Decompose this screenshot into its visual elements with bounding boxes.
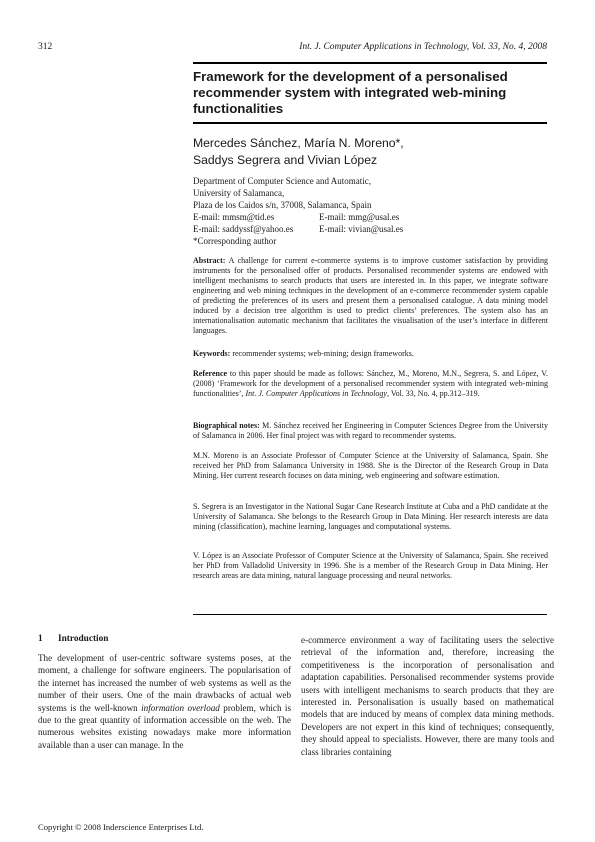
reference-journal: Int. J. Computer Applications in Technology: [245, 389, 387, 399]
reference-details: , Vol. 33, No. 4, pp.312–319.: [386, 389, 480, 399]
email-row: [193, 223, 548, 235]
reference: [193, 369, 548, 399]
reference-label: Reference: [193, 369, 228, 378]
affiliation-line: Department of Computer Science and Automatic,: [193, 176, 371, 186]
section-rule: [193, 614, 547, 615]
abstract-text: A challenge for current e-commerce systems is to improve customer satisfaction by providing instruments for the personalised offer of products. Personalised recommender systems are endowed with intelligent mechanisms to search products that users are interested in. In this paper, we integrate software engineering and web mining techniques in the development of an e-commerce recommender system capable of predicting the preferences of its users and present them a personalised catalogue. A data mining model induced by a decision tree algorithm is used to predict clients’ preferences. The system also has an internationalisation automatic mechanism that facilitates the visualisation of the user’s interface in different languages.: [193, 256, 548, 336]
email-row: [193, 211, 548, 223]
email: E-mail: mmg@usal.es: [319, 212, 400, 222]
bio-label: Biographical notes:: [193, 421, 260, 430]
affiliation-line: Plaza de los Caidos s/n, 37008, Salamanca, Spain: [193, 200, 372, 210]
reference-text: to this paper should be made as follows: Sánchez, M., Moreno, M.N., Segrera, S. and López, V. (2008) ‘Framework for the development of a personalised recommender system with integrated web-mining functionalities’,: [193, 369, 548, 399]
author-list: [193, 135, 548, 169]
paper-title: Framework for the development of a personalised recommender system with integrated web-mining functionalities: [193, 69, 508, 116]
body-text: problem, which is due to the great quantity of information accessible on the web. The numerous websites existing nowadays make more information available than a user can manage. In the: [38, 702, 292, 750]
section-heading: [38, 634, 108, 644]
running-header: Int. J. Computer Applications in Technology, Vol. 33, No. 4, 2008: [299, 42, 547, 52]
affiliation: [193, 175, 548, 247]
email: E-mail: saddyssf@yahoo.es: [193, 224, 294, 234]
body-italic: information overload: [141, 702, 220, 713]
corresponding-note: *Corresponding author: [193, 236, 277, 246]
keywords-label: Keywords:: [193, 349, 231, 358]
abstract: [193, 256, 548, 336]
keywords: [193, 349, 548, 359]
copyright: Copyright © 2008 Inderscience Enterprises Ltd.: [38, 822, 204, 832]
title-bottom-rule: [193, 122, 547, 124]
affiliation-line: University of Salamanca,: [193, 188, 285, 198]
keywords-text: recommender systems; web-mining; design frameworks.: [232, 349, 414, 358]
section-number: 1: [38, 634, 43, 644]
author-line: Mercedes Sánchez, María N. Moreno*,: [193, 136, 404, 150]
bio-text: M. Sánchez received her Engineering in Computer Sciences Degree from the University of Salamanca in 2006. Her final project was with regard to recommender systems.: [193, 421, 549, 441]
body-text: The development of user-centric software systems poses, at the moment, a challenge for software engineers. The popularisation of the internet has increased the number of web systems as well as the number of their users. One of the main drawbacks of actual web systems is the well-known: [38, 653, 291, 713]
email: E-mail: vivian@usal.es: [319, 224, 404, 234]
bio-note: [193, 421, 548, 441]
body-column-left: [38, 652, 291, 751]
author-line: Saddys Segrera and Vivian López: [193, 153, 378, 167]
title-top-rule: [193, 62, 547, 64]
body-column-right: e-commerce environment a way of facilitating users the selective retrieval of the information and, therefore, increasing the competitiveness is the incorporation of personalisation and adaptation capabilities. Personalised recommender systems provide users with intelligent mechanisms to search products that they are interested in. Personalisation is usually based on mathematical models that are induced by means of complex data mining methods. Developers are not expert in this kind of techniques; consequently, they should appeal to specialists. However, there are many tools and class libraries containing: [301, 635, 554, 757]
abstract-label: Abstract:: [193, 256, 226, 265]
bio-note: M.N. Moreno is an Associate Professor of Computer Science at the University of Salamanca, Spain. She received her PhD from Salamanca University in 1988. She is the Director of the Research Group in Data Mining. Her current research focuses on data mining, web engineering and software estimation.: [193, 451, 548, 481]
section-title: Introduction: [58, 634, 109, 644]
bio-note: S. Segrera is an Investigator in the National Sugar Cane Research Institute at Cuba and a PhD candidate at the University of Salamanca. She belongs to the Research Group in Data Mining. Her research interests are data mining (classification), machine learning, languages and computational systems.: [193, 502, 548, 532]
email: E-mail: mmsm@tid.es: [193, 212, 275, 222]
bio-note: V. López is an Associate Professor of Computer Science at the University of Salamanca, Spain. She received her PhD from Valladolid University in 1996. She is a member of the Research Group in Data Mining. Her research areas are data mining, natural language processing and neural networks.: [193, 551, 548, 581]
page-number: 312: [38, 42, 53, 52]
